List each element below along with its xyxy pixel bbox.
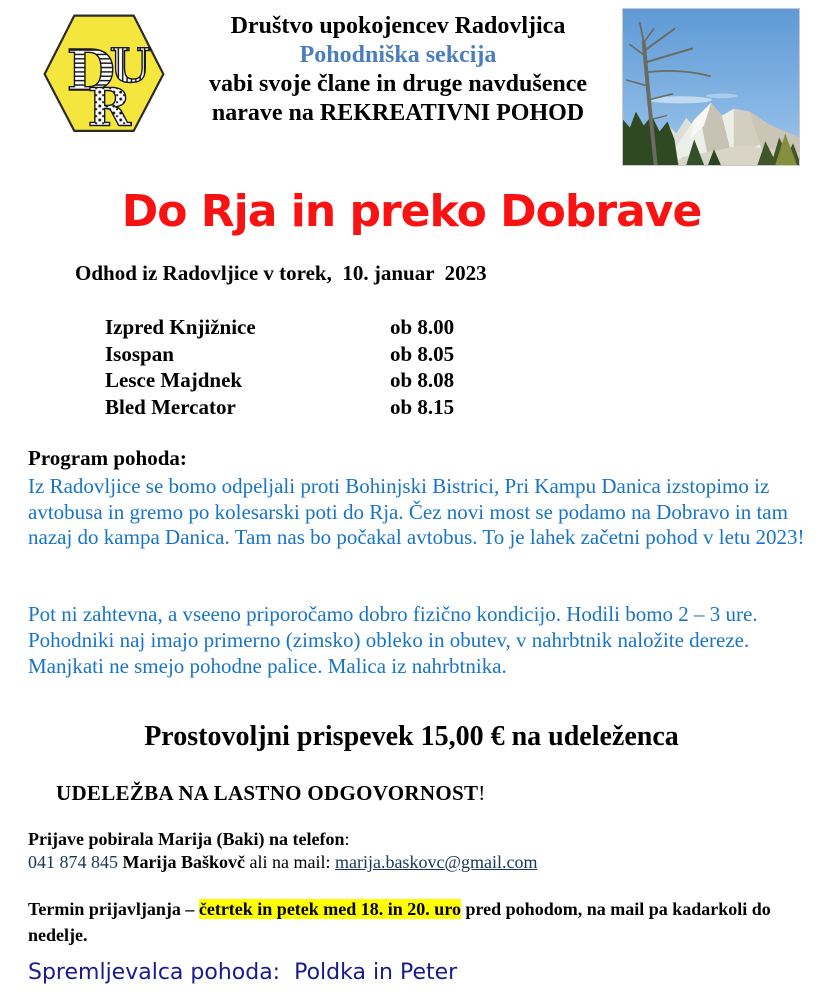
header-text (168, 12, 628, 128)
contact-line-1 (28, 829, 349, 850)
stop-place: Izpred Knjižnice (105, 315, 256, 339)
signup-prefix: Termin prijavljanja – (28, 899, 199, 919)
companions-label: Spremljevalca pohoda: (28, 960, 281, 985)
signup-highlighted-term: četrtek in petek med 18. in 20. uro (198, 899, 461, 919)
org-name: Društvo upokojencev Radovljica (230, 13, 566, 39)
invite-line-2: narave na REKREATIVNI POHOD (211, 100, 585, 126)
departure-heading: Odhod iz Radovljice v torek, 10. januar 2023 (75, 261, 487, 285)
responsibility-line (56, 781, 486, 806)
page-title: Do Rja in preko Dobrave (121, 186, 702, 237)
mail-label: ali na mail: (249, 852, 335, 872)
program-heading: Program pohoda: (28, 446, 187, 470)
mountain-photo-illustration (623, 9, 799, 165)
mountain-photo (622, 8, 800, 166)
program-paragraph-2: Pot ni zahtevna, a vseeno priporočamo dobro fizično kondicijo. Hodili bomo 2 – 3 ure. Pohodniki naj imajo primerno (zimsko) obleko in obutev, v nahrbtnik naložite dereze. Manjkati ne smejo pohodne palice. Malica iz nahrbtnika. (28, 602, 758, 678)
club-logo (42, 13, 166, 139)
stop-time: ob 8.00 (390, 315, 455, 339)
contact-line-2 (28, 852, 538, 873)
section-name: Pohodniška sekcija (299, 42, 497, 68)
invite-line-1: vabi svoje člane in druge navdušence (208, 71, 588, 97)
stop-time: ob 8.08 (390, 368, 455, 392)
hexagon-logo-icon (42, 13, 166, 134)
svg-text:D: D (66, 38, 116, 104)
schedule-row (105, 342, 454, 369)
responsibility-exclamation: ! (478, 781, 486, 805)
stop-time: ob 8.05 (390, 341, 455, 366)
schedule-row (105, 395, 454, 422)
svg-text:R: R (87, 77, 131, 134)
program-paragraph-1: Iz Radovljice se bomo odpeljali proti Bohinjski Bistrici, Pri Kampu Danica izstopimo iz avtobusa in gremo po kolesarski poti do Rja. Čez novi most se podamo na Dobravo in tam nazaj do kampa Danica. Tam nas bo počakal avtobus. To je lahek začetni pohod v letu 2023! (28, 474, 805, 549)
contact-bold-text: Prijave pobirala Marija (Baki) na telefon (28, 829, 345, 849)
departure-schedule (105, 315, 454, 421)
schedule-row (105, 315, 454, 342)
stop-place: Isospan (105, 341, 174, 366)
signup-term-line (28, 896, 816, 948)
schedule-row (105, 368, 454, 395)
fee-line: Prostovoljni prispevek 15,00 € na udeleženca (144, 721, 679, 752)
stop-time: ob 8.15 (390, 394, 455, 419)
contact-person-name: Marija Baškovč (122, 852, 250, 872)
stop-place: Lesce Majdnek (105, 368, 243, 392)
companions-names: Poldka in Peter (294, 960, 458, 985)
stop-place: Bled Mercator (105, 394, 236, 419)
companions-line (28, 960, 457, 985)
contact-colon: : (344, 829, 350, 849)
svg-text:U: U (109, 38, 151, 94)
responsibility-text: UDELEŽBA NA LASTNO ODGOVORNOST (56, 781, 479, 805)
signup-suffix: pred pohodom, na mail pa kadarkoli do nedelje. (28, 899, 771, 945)
phone-number: 041 874 845 (28, 852, 123, 872)
email-link[interactable]: marija.baskovc@gmail.com (334, 852, 538, 872)
